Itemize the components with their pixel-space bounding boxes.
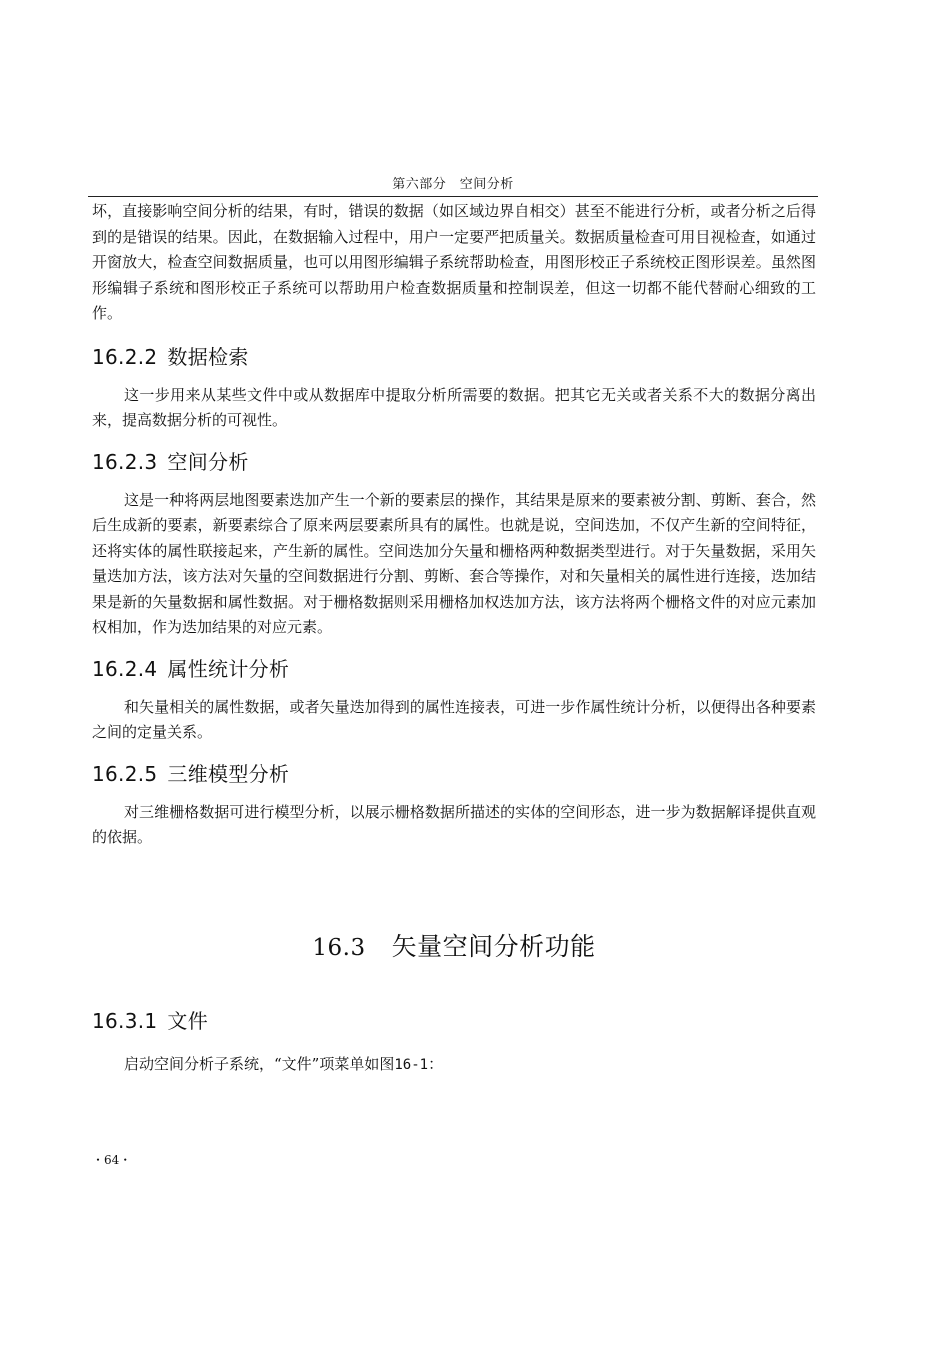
section-heading-16-2-4 [92, 656, 816, 682]
chapter-section-heading-16-3 [92, 931, 816, 964]
section-number: 16.2.3 [92, 449, 158, 474]
section-number: 16.2.2 [92, 344, 158, 369]
section-body-16-2-5: 对三维栅格数据可进行模型分析，以展示栅格数据所描述的实体的空间形态，进一步为数据解译提供直观的依据。 [92, 802, 816, 846]
section-title: 文件 [167, 1008, 209, 1033]
section-title: 属性统计分析 [167, 656, 290, 681]
section-body-16-2-4: 和矢量相关的属性数据，或者矢量迭加得到的属性连接表，可进一步作属性统计分析，以便得出各种要素之间的定量关系。 [92, 697, 816, 741]
section-title: 空间分析 [167, 449, 249, 474]
section-heading-16-3-1 [92, 1008, 816, 1034]
chapter-section-number: 16.3 [312, 934, 366, 961]
section-title: 三维模型分析 [167, 761, 290, 786]
section-number: 16.2.5 [92, 761, 158, 786]
section-title: 数据检索 [167, 344, 249, 369]
section-body-16-2-2: 这一步用来从某些文件中或从数据库中提取分析所需要的数据。把其它无关或者关系不大的数据分离出来，提高数据分析的可视性。 [92, 385, 816, 429]
page-body [92, 199, 816, 1078]
section-heading-16-2-5 [92, 761, 816, 787]
section-number: 16.3.1 [92, 1008, 158, 1033]
section-number: 16.2.4 [92, 656, 158, 681]
page-number: ・64・ [92, 1153, 132, 1167]
section-heading-16-2-3 [92, 449, 816, 475]
section-body-16-3-1 [92, 1052, 816, 1079]
body-text-suffix: ： [428, 1054, 444, 1073]
continuation-paragraph: 坏，直接影响空间分析的结果，有时，错误的数据（如区域边界自相交）甚至不能进行分析，或者分析之后得到的是错误的结果。因此，在数据输入过程中，用户一定要严把质量关。数据质量检查可用目视检查，如通过开窗放大，检查空间数据质量，也可以用图形编辑子系统帮助检查，用图形校正子系统校正图形误差。虽然图形编辑子系统和图形校正子系统可以帮助用户检查数据质量和控制误差，但这一切都不能代替耐心细致的工作。 [92, 202, 816, 322]
figure-reference: 16-1 [394, 1056, 429, 1073]
section-body-16-2-3: 这是一种将两层地图要素迭加产生一个新的要素层的操作，其结果是原来的要素被分割、剪断、套合，然后生成新的要素，新要素综合了原来两层要素所具有的属性。也就是说，空间迭加，不仅产生新的空间特征，还将实体的属性联接起来，产生新的属性。空间迭加分矢量和栅格两种数据类型进行。对于矢量数据，采用矢量迭加方法，该方法对矢量的空间数据进行分割、剪断、套合等操作，对和矢量相关的属性进行连接，迭加结果是新的矢量数据和属性数据。对于栅格数据则采用栅格加权迭加方法，该方法将两个栅格文件的对应元素加权相加，作为迭加结果的对应元素。 [92, 490, 816, 636]
running-header: 第六部分 空间分析 [392, 177, 514, 192]
body-text: 启动空间分析子系统，“文件”项菜单如图 [124, 1054, 395, 1073]
chapter-section-title: 矢量空间分析功能 [391, 931, 596, 961]
section-heading-16-2-2 [92, 344, 816, 370]
header-rule [88, 196, 818, 197]
